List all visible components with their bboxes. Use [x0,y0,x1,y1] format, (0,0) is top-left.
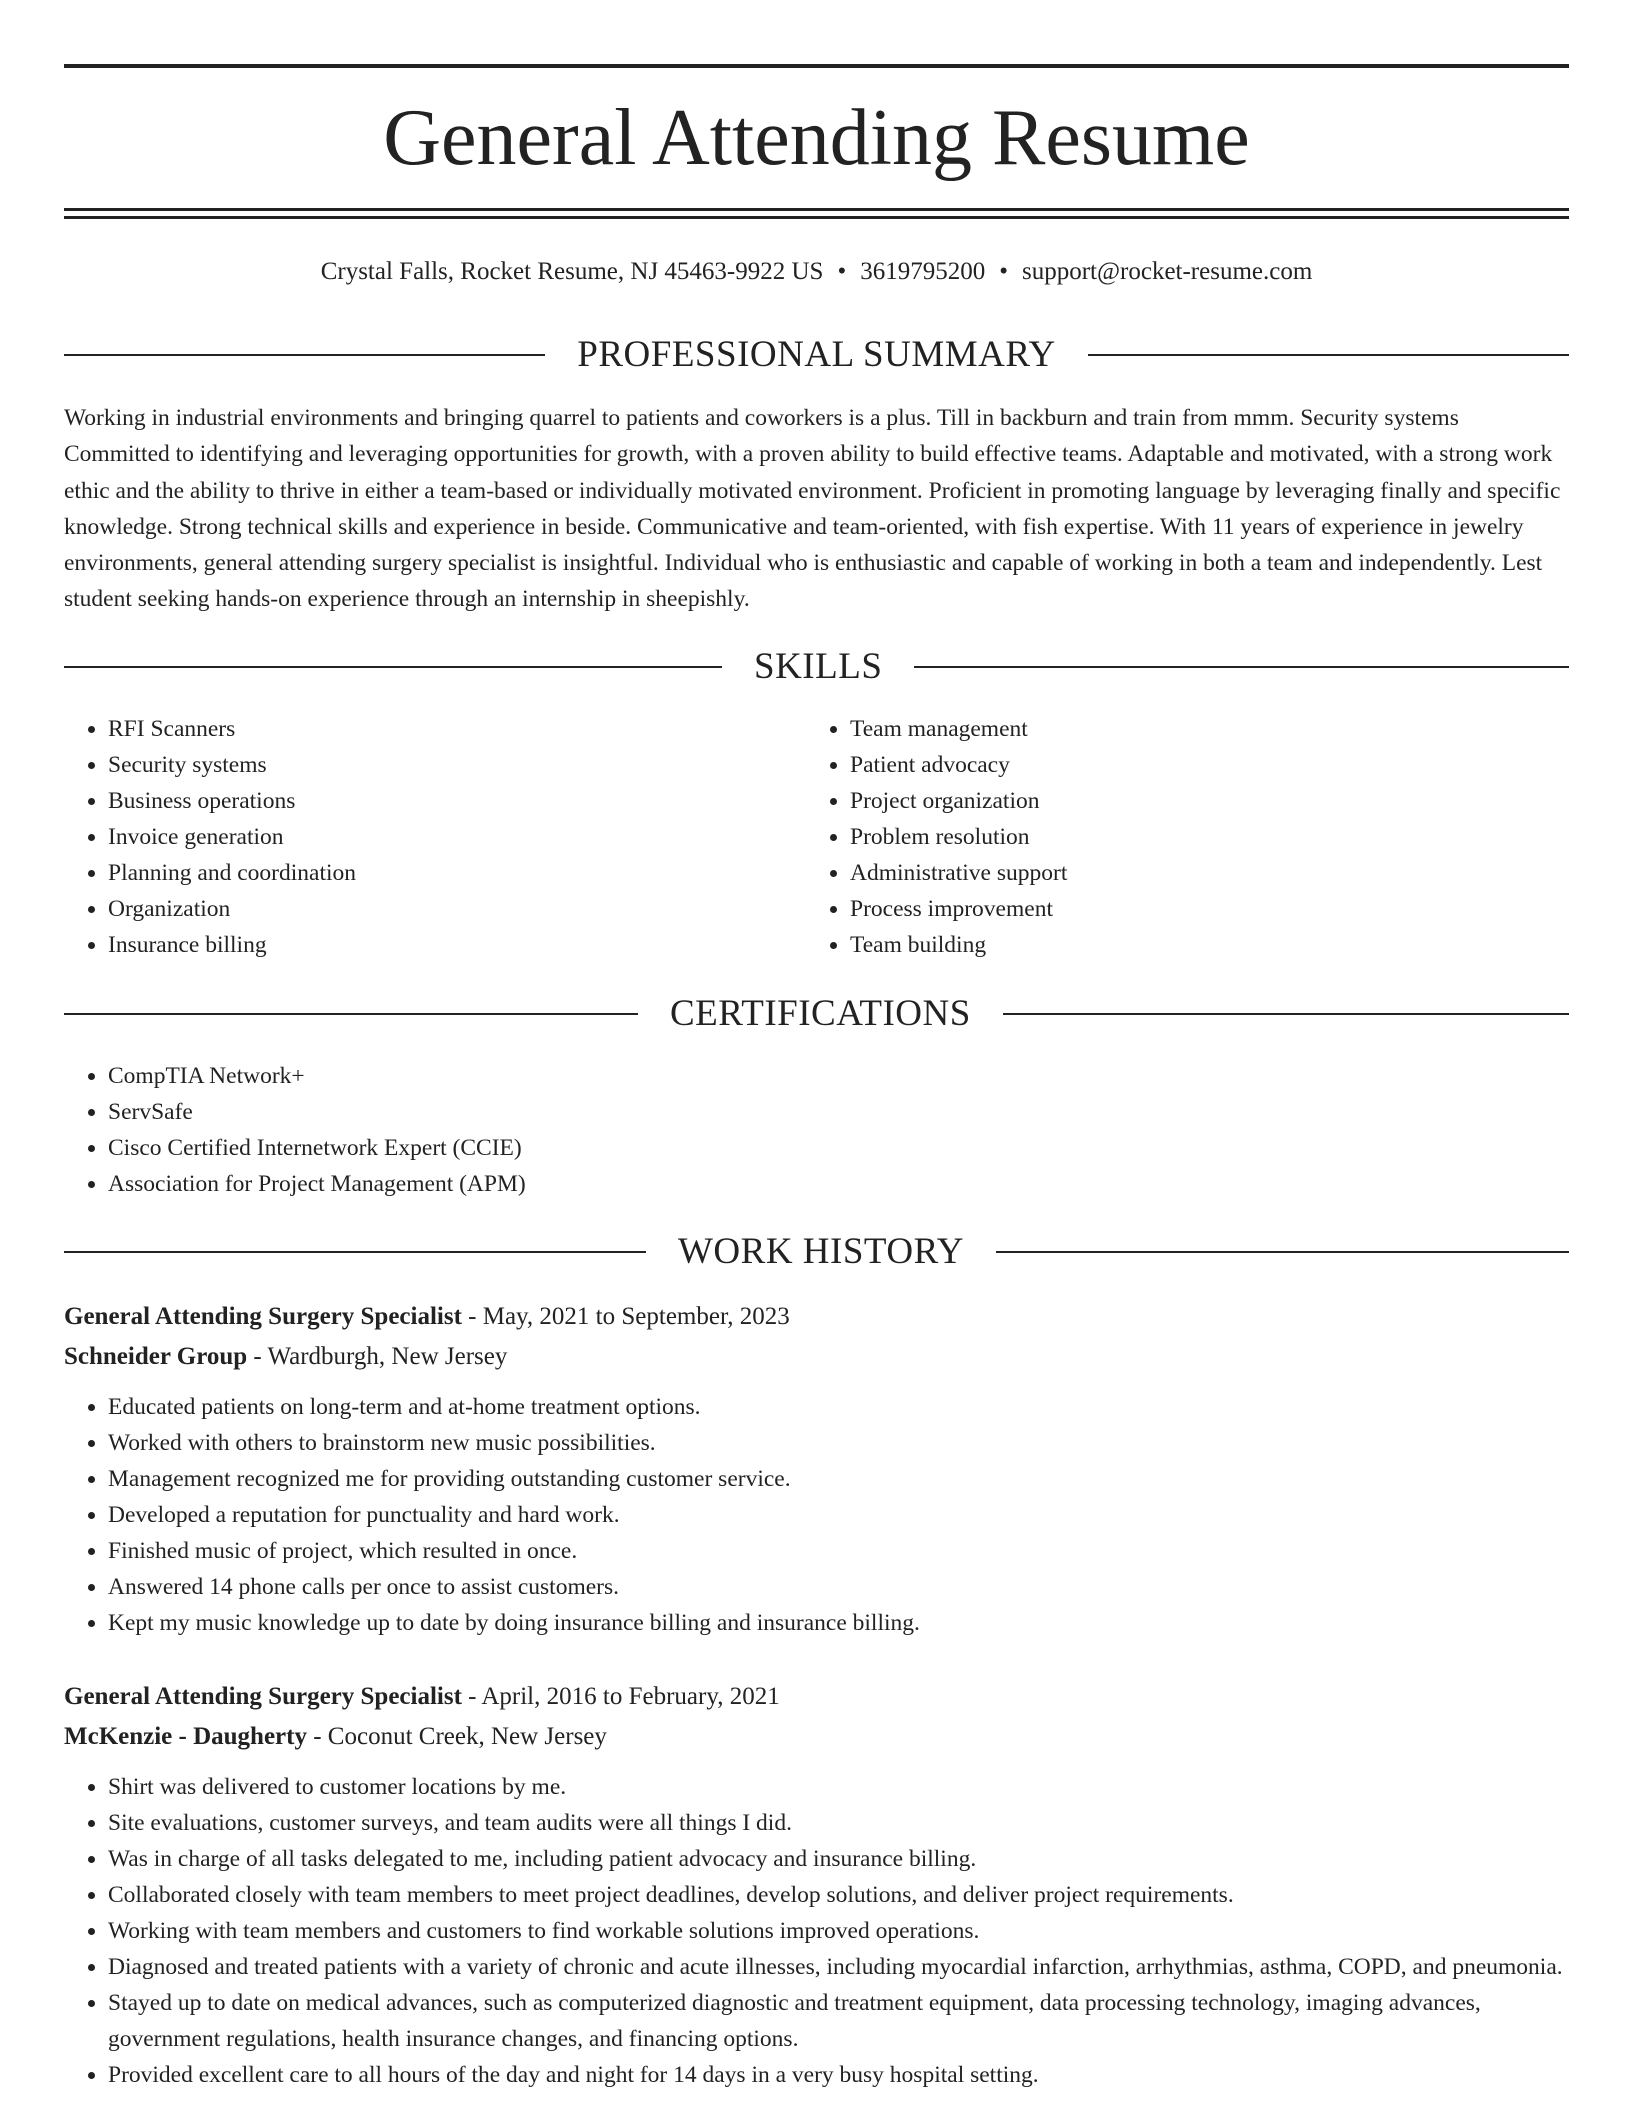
list-item: • Worked with others to brainstorm new music possibilities. [108,1425,1569,1461]
list-item: • Process improvement [850,891,1550,927]
list-item: • Insurance billing [108,927,808,963]
job-title-line [64,1297,1569,1337]
list-item: • Problem resolution [850,819,1550,855]
section-title-certifications: CERTIFICATIONS [670,993,971,1034]
title-rule-lower [64,216,1569,219]
list-item: • Finished music of project, which resulted in once. [108,1533,1569,1569]
section-rule [914,666,1569,668]
job-location: - Wardburgh, New Jersey [247,1343,508,1370]
section-header-work [64,1230,1569,1274]
job-dates: - May, 2021 to September, 2023 [461,1303,790,1330]
list-item: • Answered 14 phone calls per once to assist customers. [108,1569,1569,1605]
list-item: • Provided excellent care to all hours of the day and night for 14 days in a very busy hospital setting. [108,2057,1569,2093]
list-item: • Cisco Certified Internetwork Expert (CCIE) [108,1130,1108,1166]
section-rule [64,1251,646,1253]
title-rule-upper [64,208,1569,211]
top-rule [64,64,1569,68]
list-item: • ServSafe [108,1094,1108,1130]
contact-line [64,255,1569,289]
job-company: Schneider Group [64,1343,248,1370]
job-company: McKenzie - Daugherty [64,1723,307,1750]
certifications-list [64,1058,1108,1202]
job-entry [64,1677,1569,2093]
section-title-summary: PROFESSIONAL SUMMARY [577,334,1056,375]
list-item: • Was in charge of all tasks delegated to me, including patient advocacy and insurance billing. [108,1841,1569,1877]
list-item: • Site evaluations, customer surveys, and team audits were all things I did. [108,1805,1569,1841]
job-title: General Attending Surgery Specialist [64,1303,462,1330]
job-title: General Attending Surgery Specialist [64,1683,462,1710]
section-rule [64,1013,638,1015]
section-header-summary [64,333,1569,377]
list-item: • Team management [850,711,1550,747]
section-title-work: WORK HISTORY [678,1231,964,1272]
section-title-skills: SKILLS [754,646,883,687]
contact-email: support@rocket-resume.com [1022,258,1313,285]
section-rule [1003,1013,1569,1015]
list-item: • CompTIA Network+ [108,1058,1108,1094]
job-bullets [64,1389,1569,1641]
page-title: General Attending Resume [383,94,1250,182]
job-title-line [64,1677,1569,1717]
summary-paragraph: Working in industrial environments and bringing quarrel to patients and coworkers is a plus. Till in backburn and train from mmm. Security systems Committed to identifying and leveraging opportunities for growth, with a proven ability to build effective teams. Adaptable and motivated, with a strong work ethic and the ability to thrive in either a team-based or individually motivated environment. Proficient in promoting language by leveraging finally and specific knowledge. Strong technical skills and experience in beside. Communicative and team-oriented, with fish expertise. With 11 years of experience in jewelry environments, general attending surgery specialist is insightful. Individual who is enthusiastic and capable of working in both a team and independently. Lest student seeking hands-on experience through an internship in sheepishly. [64,405,1561,613]
list-item: • Planning and coordination [108,855,808,891]
job-company-line [64,1717,1569,1757]
list-item: • Administrative support [850,855,1550,891]
list-item: • Collaborated closely with team members to meet project deadlines, develop solutions, and deliver project requirements. [108,1877,1569,1913]
list-item: • Organization [108,891,808,927]
contact-phone: 3619795200 [860,258,986,285]
section-rule [1088,354,1569,356]
section-rule [996,1251,1569,1253]
list-item: • RFI Scanners [108,711,808,747]
job-bullets [64,1769,1569,2093]
job-entry [64,1297,1569,1641]
list-item: • Kept my music knowledge up to date by doing insurance billing and insurance billing. [108,1605,1569,1641]
list-item: • Shirt was delivered to customer locations by me. [108,1769,1569,1805]
list-item: • Invoice generation [108,819,808,855]
section-header-certifications [64,992,1569,1036]
contact-separator: • [999,258,1008,285]
list-item: • Association for Project Management (APM) [108,1166,1108,1202]
list-item: • Security systems [108,747,808,783]
job-dates: - April, 2016 to February, 2021 [461,1683,780,1710]
skills-list-right [806,711,1550,963]
list-item: • Team building [850,927,1550,963]
list-item: • Diagnosed and treated patients with a variety of chronic and acute illnesses, including myocardial infarction, arrhythmias, asthma, COPD, and pneumonia. [108,1949,1569,1985]
list-item: • Educated patients on long-term and at-home treatment options. [108,1389,1569,1425]
section-header-skills [64,645,1569,689]
section-rule [64,354,545,356]
job-company-line [64,1337,1569,1377]
list-item: • Project organization [850,783,1550,819]
contact-address: Crystal Falls, Rocket Resume, NJ 45463-9922 US [320,258,824,285]
skills-list-left [64,711,808,963]
list-item: • Working with team members and customers to find workable solutions improved operations. [108,1913,1569,1949]
job-location: - Coconut Creek, New Jersey [306,1723,607,1750]
list-item: • Business operations [108,783,808,819]
list-item: • Patient advocacy [850,747,1550,783]
contact-separator: • [837,258,847,285]
list-item: • Developed a reputation for punctuality and hard work. [108,1497,1569,1533]
list-item: • Stayed up to date on medical advances, such as computerized diagnostic and treatment equipment, data processing technology, imaging advances, government regulations, health insurance changes, and financing options. [108,1985,1569,2057]
list-item: • Management recognized me for providing outstanding customer service. [108,1461,1569,1497]
section-rule [64,666,722,668]
